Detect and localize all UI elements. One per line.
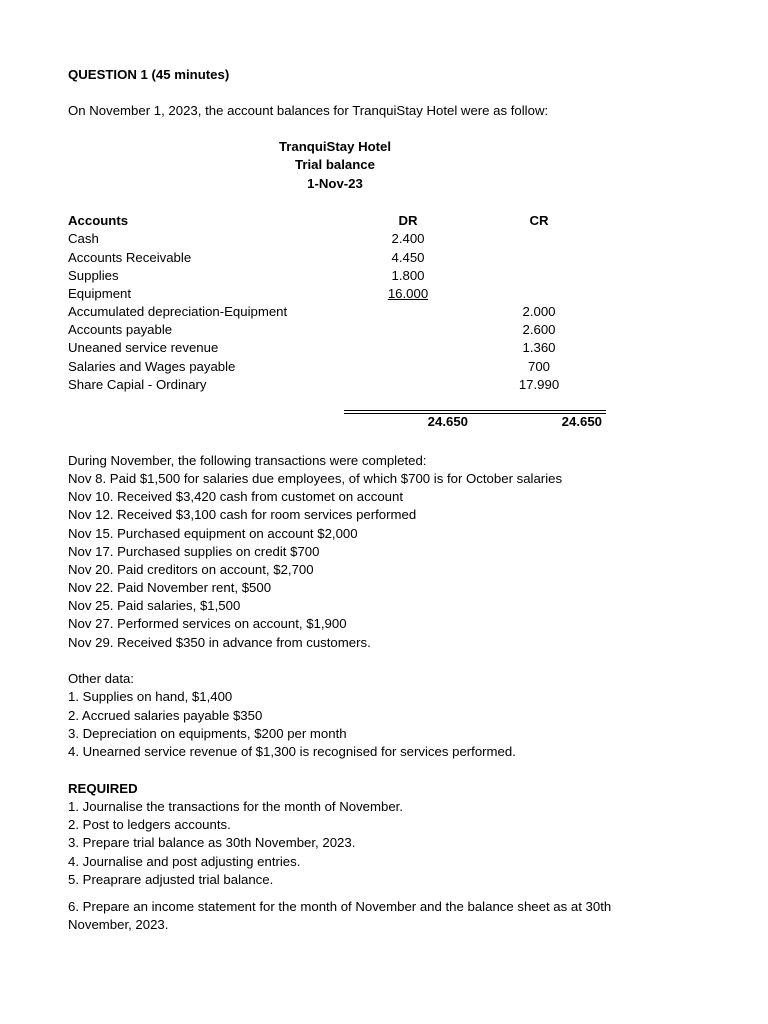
total-dr: 24.650 (427, 414, 468, 429)
other-data-item: 4. Unearned service revenue of $1,300 is recognised for services performed. (68, 744, 516, 759)
transaction-item: Nov 8. Paid $1,500 for salaries due employees, of which $700 is for October salaries (68, 471, 563, 486)
cr-value: 2.000 (522, 304, 556, 319)
transaction-item: Nov 17. Purchased supplies on credit $700 (68, 544, 320, 559)
required-item: 6. Prepare an income statement for the month of November and the balance sheet as at 30th (68, 899, 612, 914)
dr-value: 16.000 (387, 286, 429, 301)
total-cr: 24.650 (561, 414, 602, 429)
required-item: 2. Post to ledgers accounts. (68, 817, 231, 832)
transaction-item: Nov 22. Paid November rent, $500 (68, 580, 272, 595)
account-name: Accounts payable (68, 322, 173, 337)
transaction-item: Nov 25. Paid salaries, $1,500 (68, 598, 241, 613)
required-item-continued: November, 2023. (68, 917, 169, 932)
trial-balance-title: Trial balance (295, 157, 375, 172)
account-name: Accumulated depreciation-Equipment (68, 304, 288, 319)
cr-value: 1.360 (522, 340, 556, 355)
transaction-item: Nov 29. Received $350 in advance from customers. (68, 635, 371, 650)
question-title: QUESTION 1 (45 minutes) (68, 67, 230, 82)
account-name: Share Capial - Ordinary (68, 377, 207, 392)
other-data-item: 1. Supplies on hand, $1,400 (68, 689, 233, 704)
dr-value: 2.400 (391, 231, 425, 246)
dr-value: 4.450 (391, 250, 425, 265)
account-name: Uneaned service revenue (68, 340, 219, 355)
cr-value: 17.990 (518, 377, 560, 392)
transaction-item: Nov 20. Paid creditors on account, $2,700 (68, 562, 314, 577)
account-name: Supplies (68, 268, 119, 283)
trial-balance-company: TranquiStay Hotel (278, 139, 392, 154)
cr-value: 700 (527, 359, 550, 374)
other-data-item: 3. Depreciation on equipments, $200 per month (68, 726, 347, 741)
other-data-title: Other data: (68, 671, 134, 686)
account-name: Equipment (68, 286, 132, 301)
account-name: Cash (68, 231, 99, 246)
required-item: 3. Prepare trial balance as 30th November, 2023. (68, 835, 356, 850)
account-name: Accounts Receivable (68, 250, 192, 265)
dr-header: DR (398, 213, 418, 228)
required-item: 1. Journalise the transactions for the month of November. (68, 799, 403, 814)
required-title: REQUIRED (68, 781, 138, 796)
transaction-item: Nov 27. Performed services on account, $1,900 (68, 616, 347, 631)
required-item: 4. Journalise and post adjusting entries. (68, 854, 301, 869)
cr-header: CR (529, 213, 549, 228)
transaction-item: Nov 10. Received $3,420 cash from customet on account (68, 489, 403, 504)
other-data-item: 2. Accrued salaries payable $350 (68, 708, 263, 723)
total-rule-top (344, 410, 606, 411)
trial-balance-date: 1-Nov-23 (307, 176, 363, 191)
transaction-item: Nov 15. Purchased equipment on account $2,000 (68, 526, 358, 541)
accounts-header: Accounts (68, 213, 129, 228)
cr-value: 2.600 (522, 322, 556, 337)
transactions-intro: During November, the following transactions were completed: (68, 453, 427, 468)
intro-text: On November 1, 2023, the account balances for TranquiStay Hotel were as follow: (68, 103, 549, 118)
dr-value: 1.800 (391, 268, 425, 283)
transaction-item: Nov 12. Received $3,100 cash for room services performed (68, 507, 417, 522)
required-item: 5. Preaprare adjusted trial balance. (68, 872, 274, 887)
account-name: Salaries and Wages payable (68, 359, 236, 374)
